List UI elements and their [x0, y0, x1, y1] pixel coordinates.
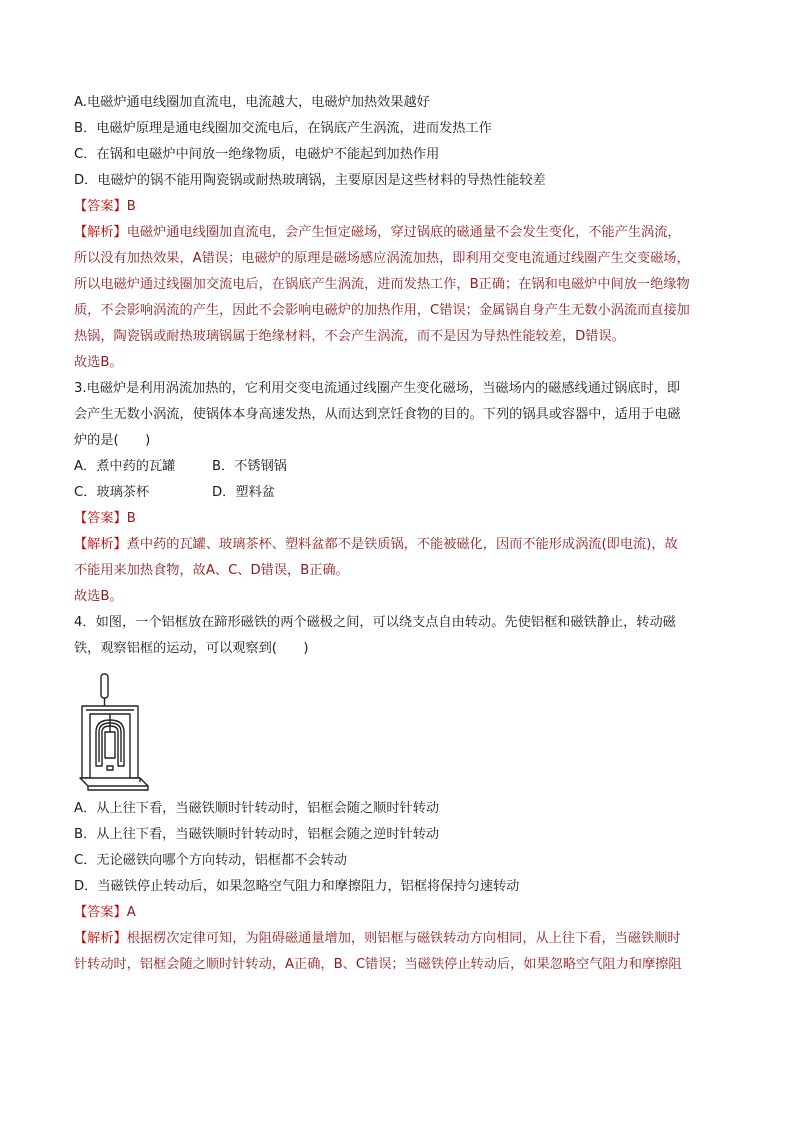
- magnet-aluminum-frame-figure: [78, 670, 168, 792]
- q2-option-c: C．在锅和电磁炉中间放一绝缘物质，电磁炉不能起到加热作用: [74, 147, 440, 162]
- q2-conclusion: 故选B。: [74, 355, 123, 370]
- analysis-label: 【解析】: [74, 537, 127, 552]
- analysis-line: 针转动时，铝框会随之顺时针转动，A正确，B、C错误；当磁铁停止转动后，如果忽略空气阻力和摩擦阻: [74, 957, 682, 972]
- analysis-line: 质，不会影响涡流的产生，因此不会影响电磁炉的加热作用，C错误；金属锅自身产生无数小涡流而直接加: [74, 303, 690, 318]
- analysis-line: 【解析】根据楞次定律可知，为阻碍磁通量增加，则铝框与磁铁转动方向相同，从上往下看，当磁铁顺时: [74, 931, 681, 946]
- q4-option-b: B．从上往下看，当磁铁顺时针转动时，铝框会随之逆时针转动: [74, 827, 440, 842]
- analysis-line: 所以没有加热效果，A错误；电磁炉的原理是磁场感应涡流加热，即利用交变电流通过线圈产生交变磁场，: [74, 251, 690, 266]
- option-row: [74, 480, 734, 506]
- q4-analysis: [74, 926, 734, 978]
- analysis-label: 【解析】: [74, 931, 127, 946]
- q2-answer: [74, 194, 734, 220]
- analysis-line: 不能用来加热食物，故A、C、D错误，B正确。: [74, 563, 349, 578]
- q3-options: [74, 454, 734, 506]
- stem-line: 4．如图，一个铝框放在蹄形磁铁的两个磁极之间，可以绕支点自由转动。先使铝框和磁铁静止，转动磁: [74, 615, 676, 630]
- q4-answer: [74, 900, 734, 926]
- stem-line: 铁，观察铝框的运动，可以观察到( ): [74, 641, 309, 656]
- q3-stem: [74, 376, 734, 454]
- q3-option-c: C．玻璃茶杯: [74, 485, 150, 500]
- analysis-line: 【解析】煮中药的瓦罐、玻璃茶杯、塑料盆都不是铁质锅，不能被磁化，因而不能形成涡流(即电流)，故: [74, 537, 678, 552]
- stem-line: 会产生无数小涡流，使锅体本身高速发热，从而达到烹饪食物的目的。下列的锅具或容器中，适用于电磁: [74, 407, 681, 422]
- analysis-label: 【解析】: [74, 225, 127, 240]
- option-row: [74, 454, 734, 480]
- q4-stem: [74, 610, 734, 662]
- analysis-line: 【解析】电磁炉通电线圈加直流电，会产生恒定磁场，穿过锅底的磁通量不会发生变化，不能产生涡流，: [74, 225, 681, 240]
- stem-line: 炉的是( ): [74, 433, 151, 448]
- q4-option-a: A．从上往下看，当磁铁顺时针转动时，铝框会随之顺时针转动: [74, 801, 440, 816]
- q3-option-d: D．塑料盆: [212, 485, 275, 500]
- q4-option-d: D．当磁铁停止转动后，如果忽略空气阻力和摩擦阻力，铝框将保持匀速转动: [74, 879, 520, 894]
- q3-option-b: B．不锈钢锅: [212, 459, 287, 474]
- q2-option-d: D．电磁炉的锅不能用陶瓷锅或耐热玻璃锅，主要原因是这些材料的导热性能较差: [74, 173, 546, 188]
- q3-answer: [74, 506, 734, 532]
- q2-option-b: B．电磁炉原理是通电线圈加交流电后，在锅底产生涡流，进而发热工作: [74, 121, 492, 136]
- q3-conclusion: 故选B。: [74, 589, 123, 604]
- q4-option-c: C．无论磁铁向哪个方向转动，铝框都不会转动: [74, 853, 347, 868]
- answer-label: 【答案】: [74, 905, 127, 920]
- horseshoe-magnet-illustration: [78, 670, 168, 792]
- q2-option-a: A.电磁炉通电线圈加直流电，电流越大，电磁炉加热效果越好: [74, 95, 430, 110]
- document-page: [74, 90, 734, 978]
- q3-option-a: A．煮中药的瓦罐: [74, 459, 176, 474]
- analysis-line: 热锅，陶瓷锅或耐热玻璃锅属于绝缘材料，不会产生涡流，而不是因为导热性能较差，D错误。: [74, 329, 625, 344]
- q2-analysis: [74, 220, 734, 350]
- answer-label: 【答案】: [74, 199, 127, 214]
- q4-options: [74, 796, 734, 900]
- answer-value: B: [126, 511, 136, 526]
- answer-value: B: [126, 199, 136, 214]
- q2-options: [74, 90, 734, 194]
- q3-analysis: [74, 532, 734, 584]
- analysis-line: 所以电磁炉通过线圈加交流电后，在锅底产生涡流，进而发热工作，B正确；在锅和电磁炉中间放一绝缘物: [74, 277, 690, 292]
- stem-line: 3.电磁炉是利用涡流加热的，它利用交变电流通过线圈产生变化磁场，当磁场内的磁感线通过锅底时，即: [74, 381, 681, 396]
- answer-label: 【答案】: [74, 511, 127, 526]
- answer-value: A: [126, 905, 136, 920]
